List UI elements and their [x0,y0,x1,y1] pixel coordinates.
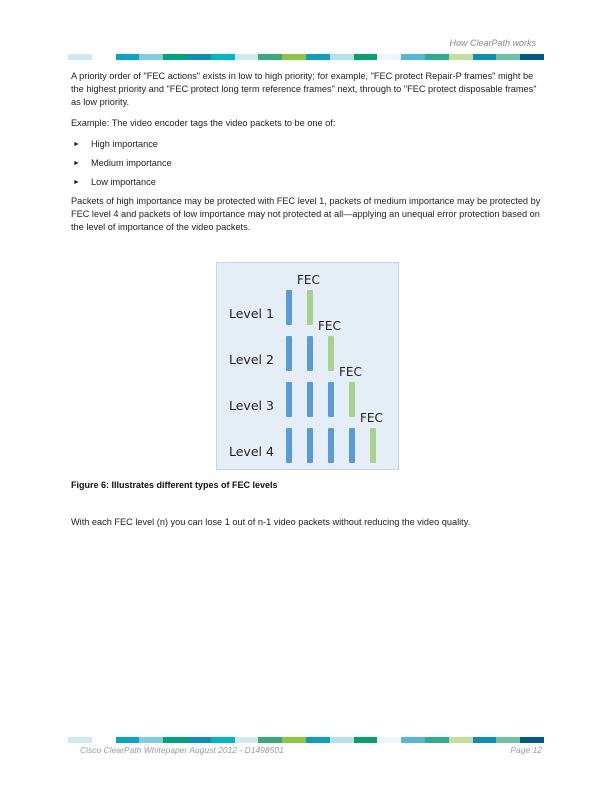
header-color-strip [68,54,544,60]
strip-segment [258,54,282,60]
video-packet-bar [286,428,292,463]
fec-packet-bar [307,290,313,325]
fec-packet-bar [328,336,334,371]
strip-segment [354,737,378,743]
strip-segment [163,737,187,743]
strip-segment [496,737,520,743]
fec-packet-bar [349,382,355,417]
strip-segment [473,54,497,60]
bullet-arrow-icon: ► [73,179,80,186]
list-item-label: High importance [91,139,158,149]
video-packet-bar [286,382,292,417]
strip-segment [377,54,401,60]
video-packet-bar [307,382,313,417]
video-packet-bar [307,336,313,371]
strip-segment [235,54,259,60]
fec-packet-bar [370,428,376,463]
strip-segment [449,54,473,60]
level-label: Level 4 [229,444,274,459]
strip-segment [354,54,378,60]
body-content [71,70,541,242]
strip-segment [473,737,497,743]
strip-segment [139,737,163,743]
video-packet-bar [328,428,334,463]
paragraph-priority-order: A priority order of "FEC actions" exists in low to high priority; for example, "FEC protect Repair-P frames" might be the highest priority and "FEC protect long term reference frames" next, through to "FEC protect disposable frames" as low priority. [71,71,537,107]
fec-label: FEC [318,319,341,333]
strip-segment [235,737,259,743]
footer-color-strip [68,737,544,743]
footer-page-number: Page 12 [510,745,542,755]
strip-segment [92,737,116,743]
strip-segment [330,737,354,743]
strip-segment [282,54,306,60]
strip-segment [187,54,211,60]
list-item [71,138,541,151]
fec-label: FEC [360,411,383,425]
paragraph-loss-tolerance: With each FEC level (n) you can lose 1 out of n-1 video packets without reducing the video quality. [71,517,471,527]
video-packet-bar [328,382,334,417]
paragraph-protection: Packets of high importance may be protected with FEC level 1, packets of medium importance may be protected by FEC level 4 and packets of low importance may not protected at all—applying an unequal error protection based on the level of importance of the video packets. [71,196,541,232]
strip-segment [449,737,473,743]
fec-label: FEC [297,273,320,287]
bullet-arrow-icon: ► [73,160,80,167]
strip-segment [306,54,330,60]
bullet-arrow-icon: ► [73,141,80,148]
strip-segment [520,737,544,743]
footer-document-info: Cisco ClearPath Whitepaper August 2012 - D1498501 [80,745,284,755]
strip-segment [401,737,425,743]
video-packet-bar [286,336,292,371]
strip-segment [258,737,282,743]
list-item [71,176,541,189]
page-header-title: How ClearPath works [449,38,536,48]
strip-segment [282,737,306,743]
strip-segment [68,737,92,743]
level-label: Level 3 [229,398,274,413]
strip-segment [330,54,354,60]
strip-segment [377,737,401,743]
list-item-label: Low importance [91,177,156,187]
video-packet-bar [307,428,313,463]
strip-segment [163,54,187,60]
fec-levels-figure [216,262,399,470]
figure-caption: Figure 6: Illustrates different types of FEC levels [71,480,278,490]
strip-segment [520,54,544,60]
strip-segment [211,54,235,60]
strip-segment [401,54,425,60]
level-label: Level 1 [229,306,274,321]
paragraph-example: Example: The video encoder tags the video packets to be one of: [71,118,336,128]
strip-segment [425,54,449,60]
video-packet-bar [286,290,292,325]
strip-segment [425,737,449,743]
fec-levels-diagram [217,263,400,471]
strip-segment [211,737,235,743]
strip-segment [306,737,330,743]
list-item-label: Medium importance [91,158,172,168]
strip-segment [116,737,140,743]
video-packet-bar [349,428,355,463]
level-label: Level 2 [229,352,274,367]
fec-label: FEC [339,365,362,379]
list-item [71,157,541,170]
strip-segment [496,54,520,60]
strip-segment [92,54,116,60]
strip-segment [187,737,211,743]
strip-segment [68,54,92,60]
strip-segment [139,54,163,60]
importance-list [71,138,541,189]
strip-segment [116,54,140,60]
